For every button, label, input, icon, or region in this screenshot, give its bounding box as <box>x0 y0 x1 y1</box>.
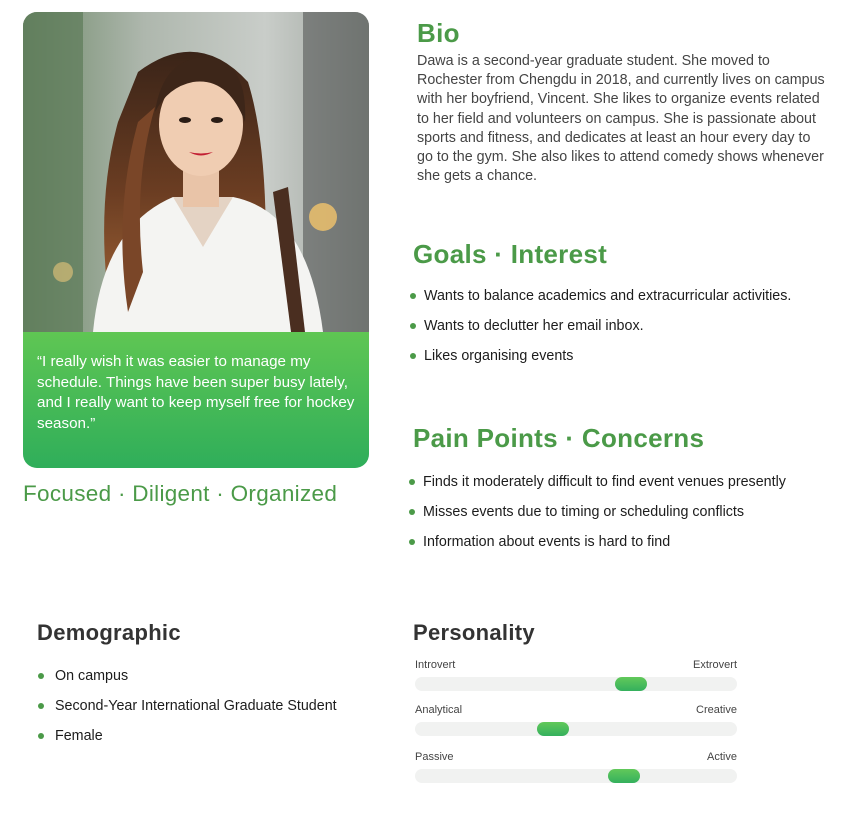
bullet-dot-icon <box>38 673 44 679</box>
list-item <box>409 473 786 503</box>
list-item <box>410 317 791 347</box>
scale-track <box>415 677 737 691</box>
list-item-text: Finds it moderately difficult to find event venues presently <box>423 474 786 490</box>
scale-right-label: Active <box>707 751 737 763</box>
bullet-dot-icon <box>409 539 415 545</box>
persona-photo <box>23 12 369 332</box>
scale-left-label: Passive <box>415 751 454 763</box>
list-item-text: Second-Year International Graduate Student <box>55 698 337 714</box>
bio-text: Dawa is a second-year graduate student. She moved to Rochester from Chengdu in 2018, and currently lives on campus with her boyfriend, Vincent. She likes to organize events related to her field and volunteers on campus. She is passionate about sports and fitness, and dedicates at least an hour every day to go to the gym. She also likes to attend comedy shows whenever she gets a chance. <box>417 53 825 185</box>
list-item-text: Wants to declutter her email inbox. <box>424 318 644 334</box>
bio-title: Bio <box>417 18 460 48</box>
scale-track <box>415 769 737 783</box>
list-item-text: Female <box>55 728 103 744</box>
scale-thumb <box>608 769 640 783</box>
list-item-text: Information about events is hard to find <box>423 534 671 550</box>
bullet-dot-icon <box>38 733 44 739</box>
bullet-dot-icon <box>410 293 416 299</box>
list-item <box>410 347 791 377</box>
bullet-dot-icon <box>38 703 44 709</box>
list-item <box>37 697 337 727</box>
personality-scale-introvert-extrovert <box>415 659 737 699</box>
scale-track <box>415 722 737 736</box>
persona-card <box>23 12 369 468</box>
scale-right-label: Creative <box>696 704 737 716</box>
persona-quote: “I really wish it was easier to manage my schedule. Things have been super busy lately, and I really want to keep myself free for hockey season.” <box>37 353 355 432</box>
scale-thumb <box>615 677 647 691</box>
demographic-list <box>37 667 337 757</box>
personality-scale-analytical-creative <box>415 704 737 744</box>
list-item <box>37 727 337 757</box>
bullet-dot-icon <box>409 479 415 485</box>
goals-title: Goals · Interest <box>413 239 608 269</box>
bullet-dot-icon <box>409 509 415 515</box>
personality-title: Personality <box>413 620 535 645</box>
bullet-dot-icon <box>410 323 416 329</box>
list-item-text: Misses events due to timing or scheduling conflicts <box>423 504 745 520</box>
scale-right-label: Extrovert <box>692 659 737 671</box>
persona-traits: Focused · Diligent · Organized <box>23 481 338 506</box>
scale-left-label: Analytical <box>415 704 463 716</box>
list-item <box>410 287 791 317</box>
pain-points-title: Pain Points · Concerns <box>413 423 705 453</box>
pain-points-list <box>409 473 786 563</box>
list-item-text: Wants to balance academics and extracurricular activities. <box>424 288 792 304</box>
list-item <box>37 667 337 697</box>
list-item-text: On campus <box>55 668 129 684</box>
list-item <box>409 503 786 533</box>
goals-list <box>410 287 791 377</box>
personality-scale-passive-active <box>415 751 737 791</box>
quote-box <box>23 332 369 468</box>
list-item-text: Likes organising events <box>424 348 574 364</box>
demographic-title: Demographic <box>37 620 181 645</box>
scale-left-label: Introvert <box>415 659 456 671</box>
scale-thumb <box>537 722 569 736</box>
list-item <box>409 533 786 563</box>
bullet-dot-icon <box>410 353 416 359</box>
